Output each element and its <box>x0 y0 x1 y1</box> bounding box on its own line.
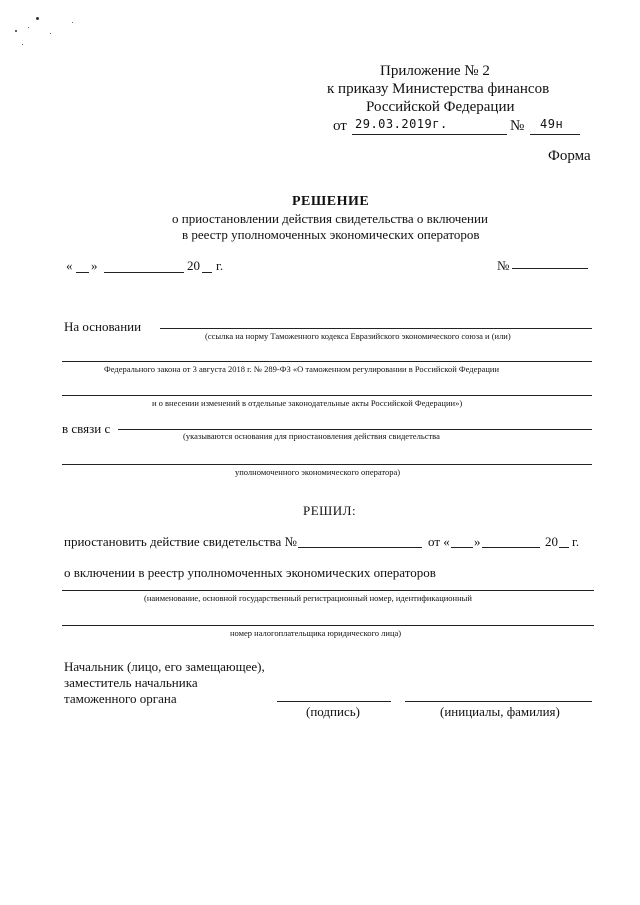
reason-line1 <box>118 429 592 430</box>
basis-caption2: Федерального закона от 3 августа 2018 г. № 289-ФЗ «О таможенном регулировании в Российской Федерации <box>104 364 500 374</box>
certificate-date-close-quote: » <box>474 534 481 549</box>
document-subtitle-line2: в реестр уполномоченных экономических операторов <box>182 227 480 242</box>
decision-number-sign: № <box>497 258 510 273</box>
year-prefix: 20 <box>187 258 200 273</box>
inclusion-text: о включении в реестр уполномоченных экономических операторов <box>64 565 436 580</box>
operator-caption2: номер налогоплательщика юридического лица) <box>230 628 402 638</box>
order-number: 49н <box>540 117 564 131</box>
signature-caption: (подпись) <box>306 704 360 719</box>
reason-line2 <box>62 464 592 465</box>
signature-line <box>277 701 391 702</box>
date-close-quote: » <box>91 258 98 273</box>
basis-caption1: (ссылка на норму Таможенного кодекса Евразийского экономического союза и (или) <box>205 331 511 341</box>
date-prefix: от <box>333 118 347 134</box>
certificate-year-suffix: г. <box>572 534 580 549</box>
basis-line1 <box>160 328 592 329</box>
signatory-title-line1: Начальник (лицо, его замещающее), <box>64 659 265 674</box>
signatory-title-line2: заместитель начальника <box>64 675 198 690</box>
order-number-prefix: № <box>510 118 525 134</box>
date-open-quote: « <box>66 258 73 273</box>
name-line <box>405 701 592 702</box>
certificate-day-line <box>451 547 473 548</box>
month-line <box>104 272 184 273</box>
certificate-year-line <box>559 547 569 548</box>
certificate-month-line <box>482 547 540 548</box>
order-reference: к приказу Министерства финансов <box>327 81 550 97</box>
basis-label: На основании <box>64 319 142 334</box>
document-title: РЕШЕНИЕ <box>292 194 370 209</box>
reason-label: в связи с <box>62 421 111 436</box>
operator-caption1: (наименование, основной государственный регистрационный номер, идентификационный <box>144 593 472 603</box>
appendix-number: Приложение № 2 <box>380 63 490 79</box>
form-label: Форма <box>548 148 591 164</box>
signatory-title-line3: таможенного органа <box>64 691 177 706</box>
order-date-line <box>352 134 507 135</box>
decision-number-line <box>512 268 588 269</box>
basis-caption3: и о внесении изменений в отдельные законодательные акты Российской Федерации») <box>152 398 463 408</box>
order-number-line <box>530 134 580 135</box>
document-subtitle-line1: о приостановлении действия свидетельства о включении <box>172 211 488 226</box>
name-caption: (инициалы, фамилия) <box>440 704 560 719</box>
year-suffix: г. <box>216 258 224 273</box>
certificate-year-prefix: 20 <box>545 534 558 549</box>
year-line <box>202 272 212 273</box>
reason-caption2: уполномоченного экономического оператора) <box>235 467 401 477</box>
federation-name: Российской Федерации <box>366 99 515 115</box>
day-line <box>76 272 89 273</box>
reason-caption1: (указываются основания для приостановления действия свидетельства <box>183 431 440 441</box>
order-date: 29.03.2019г. <box>355 117 448 131</box>
basis-line2 <box>62 361 592 362</box>
operator-line1 <box>62 590 594 591</box>
suspend-text: приостановить действие свидетельства № <box>64 534 297 549</box>
certificate-number-line <box>298 547 422 548</box>
certificate-date-prefix: от « <box>428 534 450 549</box>
decided-label: РЕШИЛ: <box>303 503 357 518</box>
operator-line2 <box>62 625 594 626</box>
basis-line3 <box>62 395 592 396</box>
